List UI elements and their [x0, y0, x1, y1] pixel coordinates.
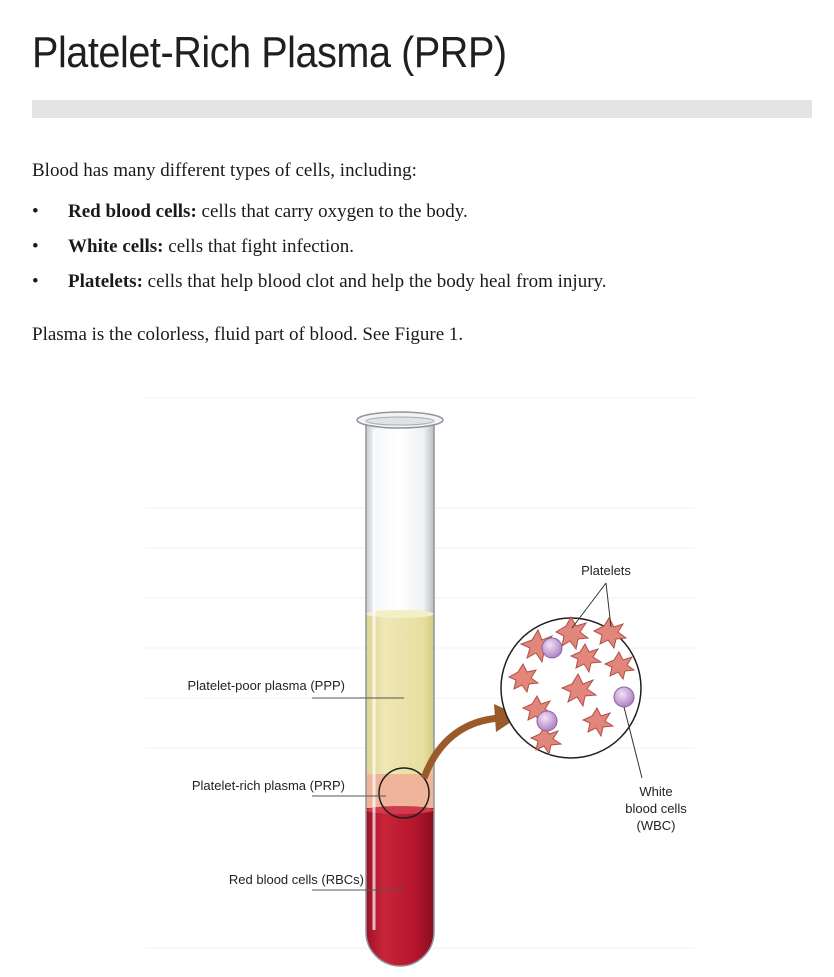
wbc-label-line2: blood cells [625, 801, 687, 816]
list-item-term: Red blood cells: [68, 201, 197, 222]
ppp-layer [360, 614, 440, 774]
prp-label: Platelet-rich plasma (PRP) [191, 778, 345, 793]
bullet-icon: • [32, 271, 39, 292]
platelets-label: Platelets [581, 563, 631, 578]
wbc-label-line1: White [639, 784, 673, 799]
bullet-icon: • [32, 201, 39, 222]
ppp-label: Platelet-poor plasma (PPP) [187, 678, 345, 693]
magnified-cells [501, 617, 641, 758]
wbc-label-line3: (WBC) [636, 818, 676, 833]
list-item-term: White cells: [68, 236, 164, 257]
rbc-label: Red blood cells (RBCs) [228, 872, 364, 887]
prp-layer [360, 774, 440, 810]
list-item-text: cells that help blood clot and help the body heal from injury. [142, 271, 607, 292]
plasma-note: Plasma is the colorless, fluid part of blood. See Figure 1. [32, 324, 464, 345]
list-item-term: Platelets: [68, 271, 143, 292]
test-tube [357, 412, 443, 977]
list-item-text: cells that carry oxygen to the body. [196, 201, 468, 222]
list-item-text: cells that fight infection. [163, 236, 354, 257]
bullet-icon: • [32, 236, 39, 257]
intro-text: Blood has many different types of cells, including: [32, 160, 417, 181]
page-title: Platelet-Rich Plasma (PRP) [32, 28, 507, 77]
